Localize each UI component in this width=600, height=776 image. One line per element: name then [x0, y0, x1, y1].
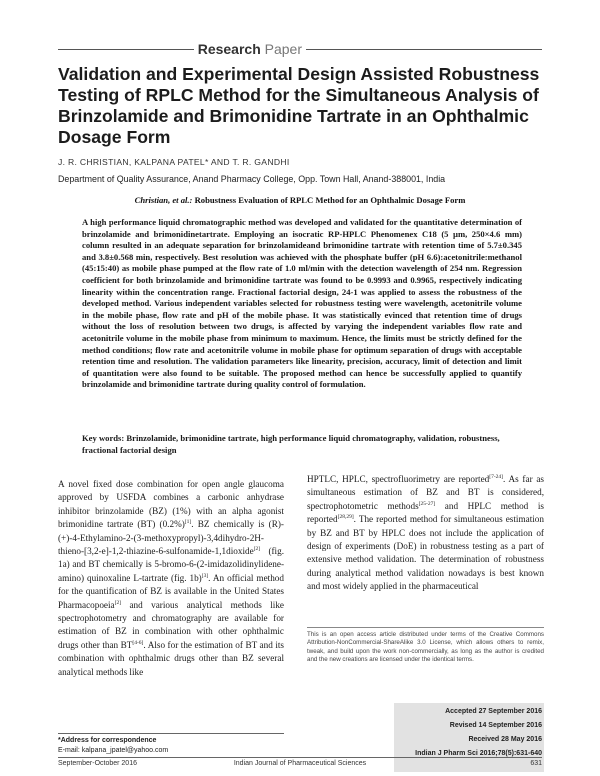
- citation-ref: [1]: [184, 519, 192, 526]
- section-label: [194, 40, 306, 58]
- license-rule: [307, 627, 544, 628]
- date-received: Received 28 May 2016: [468, 736, 542, 743]
- authors: J. R. CHRISTIAN, KALPANA PATEL* AND T. R. GANDHI: [58, 157, 290, 167]
- correspondence-email: E-mail: kalpana_jpatel@yahoo.com: [58, 747, 169, 754]
- footer-rule: [58, 757, 542, 758]
- body-text: (fig. 1a) and BT chemically is 5-bromo-6-(2-imidazolidinylidene-amino) quinoxaline L-tartrate (fig. 1b): [58, 546, 284, 583]
- running-title: [0, 195, 600, 205]
- body-column-right: [307, 473, 544, 594]
- citation-ref: [4-6]: [132, 639, 144, 646]
- article-title: Validation and Experimental Design Assisted Robustness Testing of RPLC Method for the Simultaneous Analysis of Brinzolamide and Brimonidine Tartrate in an Ophthalmic Dosage Form: [58, 64, 540, 147]
- citation-ref: [3]: [201, 572, 209, 579]
- citation-ref: [2]: [253, 546, 261, 553]
- affiliation: Department of Quality Assurance, Anand Pharmacy College, Opp. Town Hall, Anand-388001, India: [58, 174, 446, 184]
- body-text: . The reported method for simultaneous estimation by BZ and BT by HPLC does not include the application of design of experiments (DoE) in robustness testing as a part of extensive method validation. The determination of robustness during analytical method validation nowadays is best known and most widely applied in the pharmaceutical: [307, 514, 544, 592]
- body-column-left: [58, 478, 284, 679]
- keywords-label: Key words:: [82, 433, 125, 443]
- body-text: A novel fixed dose combination for open angle glaucoma approved by USFDA combines a carbonic anhydrase inhibitor brinzolamide (BZ) (1%) with an alpha agonist brimonidine tartrate (BT) (0.2%): [58, 479, 284, 530]
- journal-citation: Indian J Pharm Sci 2016;78(5):631-640: [415, 750, 542, 757]
- date-revised: Revised 14 September 2016: [449, 722, 542, 729]
- body-text: . As far as simultaneous estimation of BZ and BT is considered, spectrophotometric methods: [307, 474, 544, 511]
- body-text: . Also for the estimation of BT and its combination with ophthalmic drugs other than BZ several analytical methods like: [58, 639, 285, 677]
- body-text: . BZ chemically is (R)-(+)-4-Ethylamino-2-(3-methoxypropyl)-3,4dihydro-2H-thieno-[3,2-e]-1,2-thiazine-6-sulfonamide-1,1dioxide: [58, 519, 284, 557]
- running-title-text: Robustness Evaluation of RPLC Method for an Ophthalmic Dosage Form: [194, 195, 466, 205]
- citation-ref: [7-24]: [489, 474, 503, 480]
- footer-page-number: 631: [530, 760, 542, 767]
- correspondence-label: *Address for correspondence: [58, 737, 157, 744]
- citation-ref: [2]: [114, 599, 122, 606]
- body-text: . An official method for the quantification of BZ is available in the United States Pharmacopoeia: [58, 572, 284, 610]
- citation-ref: [25-27]: [418, 500, 436, 507]
- date-accepted: Accepted 27 September 2016: [445, 708, 542, 715]
- section-header: [58, 40, 542, 58]
- footer-issue: September-October 2016: [58, 760, 137, 767]
- license-note: This is an open access article distributed under terms of the Creative Commons Attribution-NonCommercial-ShareAlike 3.0 License, which allows others to remix, tweak, and build upon the work non-commercially, as long as the author is credited and the new creations are licensed under the identical terms.: [307, 631, 544, 664]
- abstract: A high performance liquid chromatographic method was developed and validated for the quantitative determination of brinzolamide and brimonidinetartrate. Employing an isocratic RP-HPLC Phenomenex C18 (5 µm, 250×4.6 mm) column resulted in an adequate separation for brinzolamideand brimonidine tartrate with retention time of 5.7±0.345 and 3.8±0.568 min, respectively. Best resolution was achieved with the phosphate buffer (pH 6.6):acetonitrile:methanol (45:15:40) as mobile phase pumped at the flow rate of 1.0 ml/min with the detection wavelength of 254 nm. Regression coefficient for both brinzolamide and brimonidine tartrate was found to be 0.9993 and 0.9965, respectively indicating linearity within the concentration range. Fractional factorial design, 24-1 was applied to assess the robustness of the developed method. Various independent variables selected for robustness testing were wavelength, acetonitrile volume in the mobile phase, flow rate and pH of the mobile phase. It was statistically evinced that retention time of drugs without the loss of resolution between two drugs, is affected by varying the independent variables flow rate and acetonitrile volume in the mobile phase from minimum to maximum. Hence, the limits must be strictly defined for the method conditions; flow rate and acetonitrile volume in mobile phase for optimum separation of drugs with acceptable retention time and resolution. The validation parameters like linearity, precision, accuracy, limit of detection and limit of quantitation were also found to be suitable. The proposed method can hence be successfully applied to quantify brinzolamide and brimonidine tartrate during quality control of formulation.: [82, 217, 522, 390]
- running-title-author: Christian, et al.:: [134, 195, 193, 205]
- body-text: and various analytical methods like spectrophotometry and chromatography are available for estimation of BZ in combination with other ophthalmic drugs other than BT: [58, 599, 284, 650]
- citation-ref: [28,29]: [337, 514, 354, 521]
- keywords: [82, 433, 522, 456]
- body-text: and HPLC method is reported: [307, 500, 545, 525]
- section-label-bold: Research: [197, 41, 261, 57]
- footer-journal: Indian Journal of Pharmaceutical Sciences: [233, 760, 367, 767]
- body-text: HPTLC, HPLC, spectrofluorimetry are reported: [307, 474, 490, 484]
- keywords-text: Brinzolamide, brimonidine tartrate, high performance liquid chromatography, validation, robustness, fractional factorial design: [82, 433, 500, 455]
- correspondence-rule: [58, 733, 284, 734]
- section-label-light: Paper: [264, 41, 302, 57]
